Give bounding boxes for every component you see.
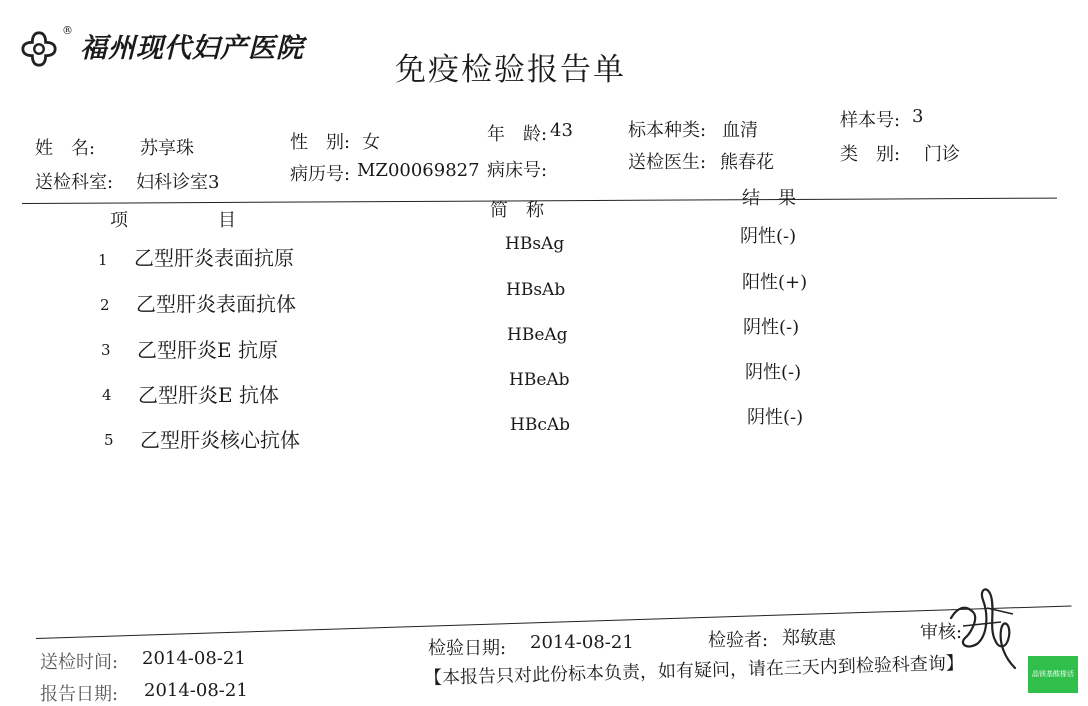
sample-no-label: 样本号:	[840, 110, 901, 131]
test-name: 乙型肝炎表面抗体	[136, 292, 296, 316]
sample-no-value: 3	[912, 106, 924, 127]
doctor-value: 熊春花	[720, 152, 774, 173]
hospital-logo-icon	[20, 30, 58, 68]
row-number: 4	[102, 386, 112, 404]
test-abbr: HBsAb	[506, 280, 566, 300]
test-result: 阳性(+)	[742, 272, 808, 293]
test-result: 阴性(-)	[747, 407, 804, 428]
bed-no-label: 病床号:	[487, 160, 548, 181]
column-header-abbr: 简 称	[490, 200, 544, 221]
registered-mark: ®	[62, 24, 73, 37]
send-time-label: 送检时间:	[40, 652, 119, 673]
test-name: 乙型肝炎核心抗体	[140, 428, 300, 452]
tester-label: 检验者:	[708, 630, 769, 651]
age-value: 43	[550, 120, 573, 141]
corner-badge: 晶镁基酸橡活	[1028, 656, 1078, 693]
send-time-value: 2014-08-21	[142, 648, 246, 669]
patient-name: 苏享珠	[140, 138, 194, 159]
test-result: 阴性(-)	[745, 362, 802, 383]
patient-name-label: 姓 名:	[35, 138, 96, 159]
dept-value: 妇科诊室3	[136, 172, 220, 193]
column-header-item: 项 目	[110, 210, 236, 231]
row-number: 1	[98, 251, 108, 269]
disclaimer-notice: 【本报告只对此份标本负责，如有疑问，请在三天内到检验科查询】	[423, 652, 965, 689]
category-value: 门诊	[924, 144, 960, 165]
reviewer-label: 审核:	[920, 622, 963, 643]
tester-name: 郑敏惠	[782, 628, 836, 649]
test-abbr: HBeAg	[507, 325, 568, 345]
test-name: 乙型肝炎E 抗体	[138, 383, 279, 407]
row-number: 2	[100, 296, 110, 314]
test-result: 阴性(-)	[743, 317, 800, 338]
test-abbr: HBeAb	[509, 370, 570, 390]
hospital-name: 福州现代妇产医院	[80, 33, 304, 64]
doctor-label: 送检医生:	[628, 152, 707, 173]
sample-type-value: 血清	[722, 120, 758, 141]
column-header-result: 结 果	[742, 188, 796, 209]
test-date-value: 2014-08-21	[530, 632, 634, 653]
report-date-value: 2014-08-21	[144, 680, 248, 701]
age-label: 年 龄:	[487, 124, 548, 145]
dept-label: 送检科室:	[35, 172, 114, 193]
row-number: 3	[101, 341, 111, 359]
test-abbr: HBcAb	[510, 415, 570, 435]
sample-type-label: 标本种类:	[628, 120, 707, 141]
report-title: 免疫检验报告单	[395, 52, 626, 88]
gender-value: 女	[362, 132, 380, 153]
report-date-label: 报告日期:	[40, 684, 119, 705]
test-date-label: 检验日期:	[428, 638, 507, 659]
gender-label: 性 别:	[290, 132, 351, 153]
test-abbr: HBsAg	[505, 234, 565, 254]
row-number: 5	[104, 431, 114, 449]
record-no-value: MZ00069827	[357, 160, 480, 181]
reviewer-signature	[943, 578, 1023, 673]
record-no-label: 病历号:	[290, 164, 351, 185]
test-name: 乙型肝炎表面抗原	[134, 246, 294, 270]
test-name: 乙型肝炎E 抗原	[137, 338, 278, 362]
category-label: 类 别:	[840, 144, 901, 165]
test-result: 阴性(-)	[740, 226, 797, 247]
